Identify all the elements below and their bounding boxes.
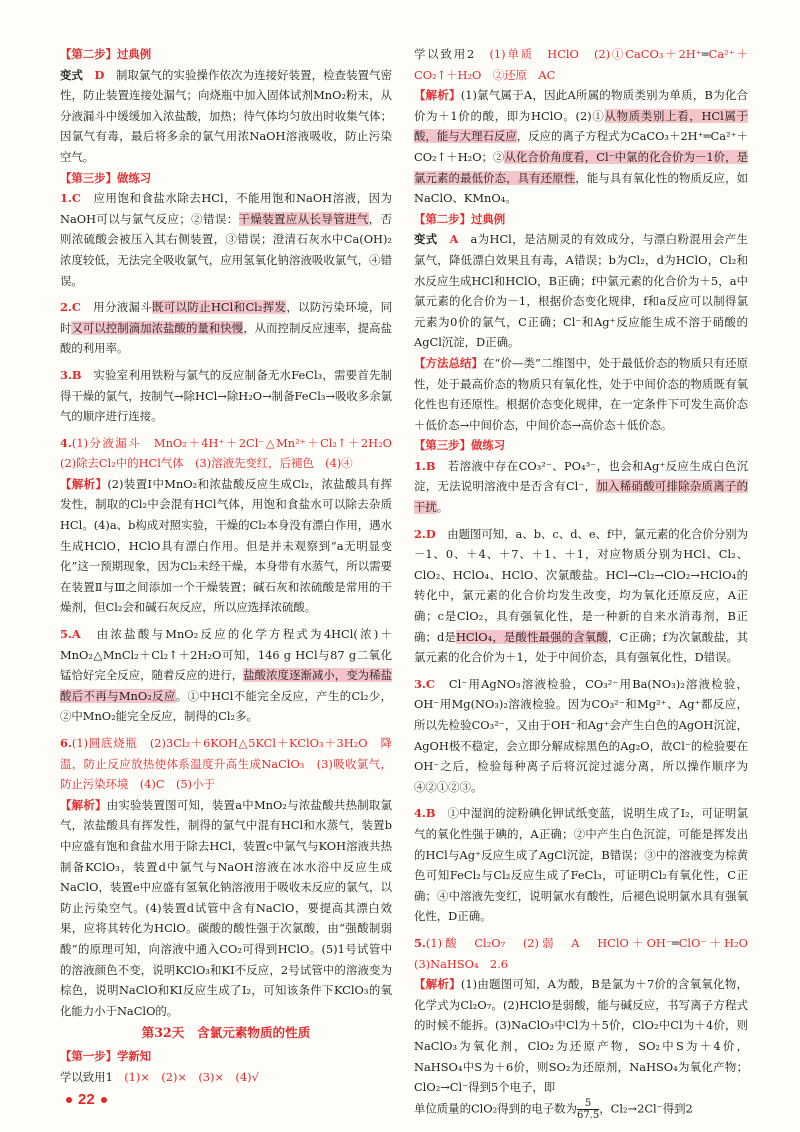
text: 在“价—类”二维图中，处于最低价态的物质只有还原性，处于最高价态的物质只有氧化性，处于中间价态的物质既有氧化性也有还原性。根据价态变化规律，在一定条件下可发生高价态＋低价态→中间价态，中间价态→高价态＋低价态。 (414, 355, 748, 432)
analysis-label: 【解析】 (414, 88, 461, 103)
text: 用分液漏斗 (93, 300, 153, 315)
analysis-label: 【解析】 (414, 977, 461, 992)
answer-text: (1)单质 HClO (2)①CaCO₃＋2H⁺ (489, 47, 702, 61)
text: MnCl₂＋Cl₂↑＋2H₂O可知，146 g HCl与87 g二氧化锰恰好完全反应，随着反应的进行， (60, 647, 393, 683)
section-header: 【第二步】过典例 (414, 211, 506, 226)
analysis-5-continued (414, 1098, 748, 1121)
analysis-study-2 (414, 85, 748, 209)
variant-answer: A (449, 232, 459, 247)
fraction (577, 1098, 599, 1121)
variant-label: 变式 (60, 67, 84, 82)
study-1 (60, 1067, 392, 1088)
text: ，以防污染环境，同时 (60, 300, 392, 335)
practice-1 (414, 456, 748, 518)
text: ，否则浓硫酸会被压入其右侧装置，③错误；澄清石灰水中Ca(OH)₂浓度较低，无法完全吸收氯气，应用氢氧化钠溶液吸收氯气，④错误。 (60, 211, 392, 288)
highlight: 加入稀硝酸可排除杂质离子的干扰 (414, 479, 748, 515)
answer-text: (1)圆底烧瓶 (2)3Cl₂＋6KOH (71, 736, 238, 750)
answer-text: (1)× (2)× (3)× (4)√ (124, 1069, 259, 1084)
study-2: 学以致用2 (1)单质 HClO (2)①CaCO₃＋2H⁺═Ca²⁺＋CO₂↑＋H₂O ②还原 AC (414, 47, 748, 82)
question-number: 2.D (414, 526, 436, 541)
text: (1)氯气属于A，因此A所属的物质类别为单质，B为化合价为＋1价的酸，即为HClO。(2)① (414, 88, 748, 123)
day-title: 第32天 含氯元素物质的性质 (141, 1025, 311, 1041)
practice-4 (414, 803, 748, 927)
question-number: 1.C (60, 191, 81, 206)
answer-text: (1)酸 Cl₂O₇ (2)弱 A HClO＋OH⁻ (425, 935, 672, 950)
text: ①中湿润的淀粉碘化钾试纸变蓝，说明生成了I₂，可证明氯气的氧化性强于碘的，A正确；②中产生白色沉淀，可能是挥发出的HCl与Ag⁺反应生成了AgCl沉淀，B错误；③中的溶液变为棕黄色可知FeCl₂与Cl₂反应生成了FeCl₃，可证明Cl₂有氧化性，C正确；④中溶液先变红，说明氯水有酸性，后褪色说明氯水具有强氧化性，D正确。 (414, 806, 748, 924)
question-number: 4. (60, 435, 72, 450)
text: 由浓盐酸与MnO₂反应的化学方程式为4HCl(浓)＋MnO₂ (60, 627, 392, 662)
study-label: 学以致用2 (414, 47, 475, 61)
text: ，能与具有氧化性的物质反应，如NaClO、KMnO₄。 (414, 170, 748, 206)
analysis-4 (60, 474, 392, 618)
right-column (414, 44, 760, 1121)
text: ，Cl₂→2Cl⁻得到2 (599, 1101, 693, 1116)
analysis-5 (414, 974, 748, 1098)
answer-text: Ca²⁺＋CO₂↑＋H₂O ②还原 AC (414, 47, 748, 82)
bullet-dot (66, 1097, 72, 1103)
analysis-6 (60, 795, 392, 1022)
text: Cl⁻用AgNO₃溶液检验，CO₃²⁻用Ba(NO₃)₂溶液检验，OH⁻用Mg(NO₃)₂溶液检验。因为CO₃²⁻和Mg²⁺、Ag⁺都反应，所以先检验CO₃²⁻，又由于OH⁻和Ag⁺会产生白色的AgOH沉淀，AgOH极不稳定，会立即分解成棕黑色的Ag₂O，故Cl⁻的检验要在OH⁻之后，检验每种离子后将沉淀过滤分离，所以操作顺序为④②①②③。 (414, 676, 748, 794)
analysis-label: 【解析】 (60, 476, 108, 491)
method-label: 【方法总结】 (414, 355, 484, 370)
answer-text: ClO⁻＋H₂O (3)NaHSO₄ 2.6 (414, 935, 760, 971)
question-number: 3.B (60, 367, 82, 382)
practice-3 (414, 674, 748, 798)
text: 由题图可知，a、b、c、d、e、f中，氯元素的化合价分别为－1、0、＋4、＋7、＋1、＋1，对应物质分别为HCl、Cl₂、ClO₂、HClO₄、HClO、次氯酸盐。HCl→Cl₂→ClO₂→HClO₄的转化中，氯元素的化合价均发生改变，均为氧化还原反应，A正确；c是ClO₂，具有强氧化性，是一种新的自来水消毒剂，B正确；d是 (414, 526, 748, 644)
answer-text: (1)分液漏斗 MnO₂＋4H⁺＋2Cl⁻ (71, 435, 265, 450)
variant-text: 制取氯气的实验操作依次为连接好装置，检查装置气密性，防止装置连接处漏气；向烧瓶中加入固体试剂MnO₂粉末，从分液漏斗中缓缓加入浓盐酸，加热；待气体均匀放出时收集气体；因氯气有毒，最后将多余的氯气用浓NaOH溶液吸收，防止污染空气。 (60, 67, 392, 164)
question-5 (60, 624, 392, 727)
bullet-dot (101, 1097, 107, 1103)
answer-text: 5KCl＋KClO₃＋3H₂O 降温，防止反应放热使体系温度升高生成NaClO₃ (3)吸收氯气，防止污染环境 (4)C (5)小于 (60, 736, 392, 792)
practice-5: 5.(1)酸 Cl₂O₇ (2)弱 A HClO＋OH⁻═ClO⁻＋H₂O (3)NaHSO₄ 2.6 (414, 935, 760, 971)
question-number: 5.A (60, 627, 81, 642)
text: 单位质量的ClO₂得到的电子数为 (414, 1101, 577, 1116)
text: ，从而控制反应速率，提高盐酸的利用率。 (60, 320, 392, 356)
variant-paragraph (414, 229, 748, 353)
text: 应用饱和食盐水除去HCl，不能用饱和NaOH溶液，因为NaOH可以与氯气反应；②错误： (60, 191, 392, 226)
question-2 (60, 297, 392, 359)
highlight: 盐酸浓度逐渐减小，变为稀盐酸后不再与MnO₂反应 (60, 668, 392, 703)
heat-condition: △ (92, 647, 103, 662)
highlight: 从化合价角度看，Cl⁻中氯的化合价为－1价，是氯元素的最低价态，具有还原性 (414, 149, 748, 185)
text: 。①中HCl不能完全反应，产生的Cl₂少，②中MnO₂能完全反应，制得的Cl₂多。 (60, 688, 392, 724)
answer-text: Mn²⁺＋Cl₂↑＋2H₂O (2)除去Cl₂中的HCl气体 (3)溶液先变红，后褪色 (4)④ (60, 435, 404, 471)
page-number (60, 1091, 113, 1108)
heat-condition: △ (237, 736, 249, 750)
section-header: 【第一步】学新知 (60, 1048, 152, 1063)
text: 由实验装置图可知，装置a中MnO₂与浓盐酸共热制取氯气，浓盐酸具有挥发性，制得的氯气中混有HCl和水蒸气，装置b中应盛有饱和食盐水用于除去HCl，装置c中氯气与KOH溶液共热制备KClO₃，装置d中氯气与NaOH溶液在冰水浴中反应生成NaClO，装置e中应盛有氢氧化钠溶液用于吸收未反应的氯气，以防止污染空气。(4)装置d试管中含有NaClO，要提高其漂白效果，应将其转化为HClO。碳酸的酸性强于次氯酸，由“强酸制弱酸”的原理可知，向溶液中通入CO₂可得到HClO。(5)1号试管中的溶液颜色不变，说明KClO₃和KI不反应，2号试管中的溶液变为棕色，说明NaClO和KI反应生成了I₂，可知该条件下KClO₃的氧化能力小于NaClO的。 (60, 797, 392, 1018)
question-number: 2.C (60, 300, 81, 315)
highlight: 既可以防止HCl和Cl₂挥发 (152, 300, 287, 315)
fraction-numerator: 5 (577, 1098, 599, 1110)
analysis-label: 【解析】 (60, 797, 107, 812)
practice-2 (414, 524, 748, 668)
section-header: 【第三步】做练习 (60, 170, 152, 185)
question-number: 6. (60, 736, 72, 750)
text: 。 (436, 500, 449, 515)
left-column (60, 44, 404, 1087)
variant-answer: D (94, 67, 105, 82)
question-number: 5. (414, 935, 426, 950)
question-6 (60, 733, 392, 795)
section-header: 【第二步】过典例 (60, 47, 152, 61)
section-header: 【第三步】做练习 (414, 438, 506, 453)
question-3 (60, 365, 392, 427)
question-1 (60, 188, 392, 291)
highlight: 又可以控制滴加浓盐酸的量和快慢 (71, 320, 244, 335)
highlight: HClO₄，是酸性最强的含氧酸 (455, 629, 608, 644)
method-summary (414, 353, 748, 435)
question-number: 3.C (414, 676, 435, 691)
text: ，C正确；f为次氯酸盐，其氯元素的化合价为＋1，处于中间价态，具有强氧化性，D错误。 (414, 629, 748, 665)
study-label: 学以致用1 (60, 1069, 113, 1084)
highlight: 干燥装置应从长导管进气 (238, 211, 369, 226)
question-4 (60, 433, 404, 474)
question-number: 4.B (414, 806, 436, 821)
question-number: 1.B (414, 458, 436, 473)
text: a为HCl，是洁厕灵的有效成分，与漂白粉混用会产生氯气，降低漂白效果且有毒，A错误；b为Cl₂，d为HClO，Cl₂和水反应生成HCl和HClO，B正确；f中氯元素的化合价为＋5，a中氯元素的化合价为－1，根据价态变化规律，f和a反应可以制得氯元素为0价的氯气，C正确；Cl⁻和Ag⁺反应能生成不溶于硝酸的AgCl沉淀，D正确。 (414, 232, 748, 350)
text: (1)由题图可知，A为酸，B是氯为＋7价的含氧氧化物，化学式为Cl₂O₇。(2)HClO是弱酸，能与碱反应，书写离子方程式的时候不能拆。(3)NaClO₃中Cl为＋5价，ClO₂中Cl为＋4价，则NaClO₃为氧化剂，ClO₂为还原产物，SO₂中S为＋4价，NaHSO₄中S为＋6价，则SO₂为还原剂，NaHSO₄为氧化产物；ClO₂→Cl⁻得到5个电子，即 (414, 977, 748, 1095)
text: 若溶液中存在CO₃²⁻、PO₄³⁻，也会和Ag⁺反应生成白色沉淀，无法说明溶液中是否含有Cl⁻， (414, 458, 748, 494)
text: 实验室利用铁粉与氯气的反应制备无水FeCl₃，需要首先制得干燥的氯气，按制气→除HCl→除H₂O→制备FeCl₃→吸收多余氯气的顺序进行连接。 (60, 367, 392, 424)
variant-paragraph (60, 65, 392, 168)
page-number-text: 22 (78, 1091, 95, 1108)
highlight: 从物质类别上看，HCl属于酸，能与大理石反应 (414, 108, 748, 144)
text: ，反应的离子方程式为CaCO₃＋2H⁺═Ca²⁺＋CO₂↑＋H₂O；② (414, 129, 748, 164)
text: (2)装置Ⅰ中MnO₂和浓盐酸反应生成Cl₂，浓盐酸具有挥发性，制取的Cl₂中会混有HCl气体，用饱和食盐水可以除去杂质HCl。(4)a、b构成对照实验，干燥的Cl₂本身没有漂白作用，遇水生成HClO，HClO具有漂白作用。但是并未观察到“a无明显变化”这一预期现象，因为Cl₂未经干燥，本身带有水蒸气，所以需要在装置Ⅱ与Ⅲ之间添加一个干燥装置；碱石灰和浓硫酸是常用的干燥剂，但Cl₂会和碱石灰反应，所以应选择浓硫酸。 (60, 476, 392, 615)
variant-label: 变式 (414, 232, 438, 247)
heat-condition: △ (264, 435, 277, 450)
fraction-denominator: 67.5 (576, 1109, 600, 1121)
